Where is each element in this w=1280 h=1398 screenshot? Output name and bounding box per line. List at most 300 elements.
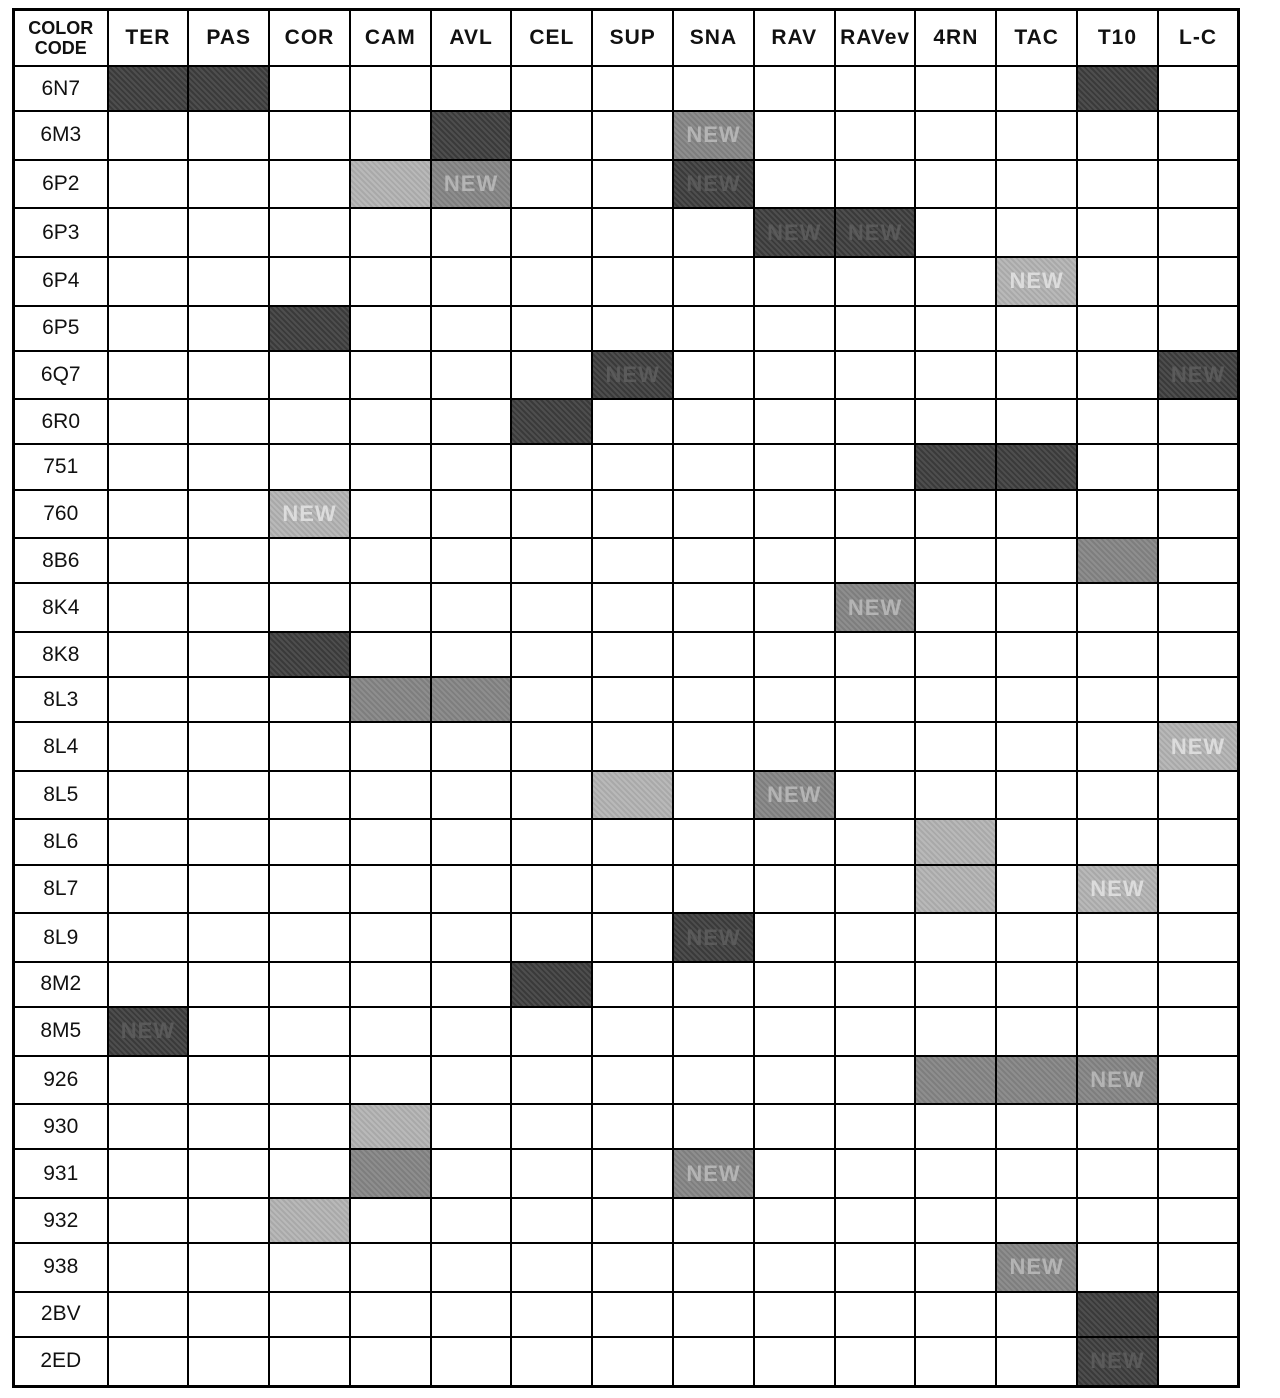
color-code-cell: 930 <box>14 1104 108 1149</box>
shaded-cell: NEW <box>996 257 1077 306</box>
empty-cell <box>188 444 269 489</box>
empty-cell <box>673 1243 754 1292</box>
empty-cell <box>108 632 189 677</box>
empty-cell <box>754 583 835 632</box>
empty-cell <box>754 1243 835 1292</box>
table-row <box>14 1056 1239 1105</box>
empty-cell <box>673 1198 754 1243</box>
empty-cell <box>673 1007 754 1056</box>
empty-cell <box>1158 1149 1239 1198</box>
empty-cell <box>269 257 350 306</box>
empty-cell <box>108 208 189 257</box>
table-row <box>14 819 1239 864</box>
empty-cell <box>835 1007 916 1056</box>
empty-cell <box>754 444 835 489</box>
empty-cell <box>1077 111 1158 160</box>
empty-cell <box>269 1243 350 1292</box>
empty-cell <box>996 913 1077 962</box>
table-row <box>14 962 1239 1007</box>
empty-cell <box>1158 538 1239 583</box>
empty-cell <box>915 490 996 539</box>
shaded-cell: NEW <box>269 490 350 539</box>
table-row <box>14 257 1239 306</box>
empty-cell <box>592 399 673 444</box>
empty-cell <box>431 1198 512 1243</box>
empty-cell <box>1158 1337 1239 1387</box>
empty-cell <box>835 490 916 539</box>
empty-cell <box>1077 771 1158 820</box>
empty-cell <box>996 583 1077 632</box>
shaded-cell: NEW <box>592 351 673 400</box>
empty-cell <box>592 1104 673 1149</box>
empty-cell <box>1158 1104 1239 1149</box>
empty-cell <box>269 583 350 632</box>
empty-cell <box>350 1056 431 1105</box>
empty-cell <box>1158 306 1239 351</box>
empty-cell <box>188 962 269 1007</box>
empty-cell <box>673 208 754 257</box>
empty-cell <box>431 865 512 914</box>
shaded-cell <box>350 1149 431 1198</box>
empty-cell <box>835 1104 916 1149</box>
empty-cell <box>511 538 592 583</box>
empty-cell <box>673 1056 754 1105</box>
table-row <box>14 1007 1239 1056</box>
empty-cell <box>350 865 431 914</box>
table-row <box>14 771 1239 820</box>
empty-cell <box>269 1337 350 1387</box>
empty-cell <box>188 538 269 583</box>
empty-cell <box>350 1243 431 1292</box>
empty-cell <box>592 66 673 111</box>
empty-cell <box>1158 913 1239 962</box>
empty-cell <box>1077 490 1158 539</box>
empty-cell <box>511 1104 592 1149</box>
table-row <box>14 66 1239 111</box>
empty-cell <box>108 444 189 489</box>
empty-cell <box>835 66 916 111</box>
empty-cell <box>350 583 431 632</box>
empty-cell <box>996 538 1077 583</box>
empty-cell <box>1077 583 1158 632</box>
shaded-cell: NEW <box>673 1149 754 1198</box>
empty-cell <box>835 1292 916 1337</box>
empty-cell <box>431 444 512 489</box>
empty-cell <box>188 1056 269 1105</box>
empty-cell <box>108 538 189 583</box>
empty-cell <box>350 538 431 583</box>
empty-cell <box>754 962 835 1007</box>
empty-cell <box>1158 66 1239 111</box>
empty-cell <box>188 257 269 306</box>
empty-cell <box>835 913 916 962</box>
empty-cell <box>754 1198 835 1243</box>
empty-cell <box>511 66 592 111</box>
shaded-cell <box>996 1056 1077 1105</box>
empty-cell <box>996 208 1077 257</box>
empty-cell <box>915 583 996 632</box>
empty-cell <box>754 66 835 111</box>
table-row <box>14 444 1239 489</box>
empty-cell <box>754 490 835 539</box>
shaded-cell <box>188 66 269 111</box>
empty-cell <box>673 538 754 583</box>
empty-cell <box>835 306 916 351</box>
empty-cell <box>188 1243 269 1292</box>
empty-cell <box>511 677 592 722</box>
empty-cell <box>915 771 996 820</box>
empty-cell <box>269 913 350 962</box>
empty-cell <box>350 1198 431 1243</box>
empty-cell <box>754 111 835 160</box>
empty-cell <box>1158 583 1239 632</box>
empty-cell <box>350 257 431 306</box>
empty-cell <box>350 351 431 400</box>
empty-cell <box>592 1056 673 1105</box>
column-header: TAC <box>996 10 1077 67</box>
empty-cell <box>592 490 673 539</box>
empty-cell <box>1077 913 1158 962</box>
empty-cell <box>188 1292 269 1337</box>
shaded-cell: NEW <box>996 1243 1077 1292</box>
empty-cell <box>835 1149 916 1198</box>
color-code-cell: 8L9 <box>14 913 108 962</box>
empty-cell <box>511 1007 592 1056</box>
empty-cell <box>915 160 996 209</box>
shaded-cell <box>1077 1292 1158 1337</box>
empty-cell <box>996 632 1077 677</box>
empty-cell <box>1077 722 1158 771</box>
empty-cell <box>1077 399 1158 444</box>
empty-cell <box>511 583 592 632</box>
column-header: RAVev <box>835 10 916 67</box>
empty-cell <box>350 111 431 160</box>
empty-cell <box>754 1337 835 1387</box>
empty-cell <box>431 632 512 677</box>
shaded-cell <box>915 865 996 914</box>
empty-cell <box>754 632 835 677</box>
empty-cell <box>431 1056 512 1105</box>
shaded-cell: NEW <box>1158 351 1239 400</box>
column-header: 4RN <box>915 10 996 67</box>
empty-cell <box>431 538 512 583</box>
empty-cell <box>108 399 189 444</box>
color-code-cell: 938 <box>14 1243 108 1292</box>
shaded-cell: NEW <box>673 160 754 209</box>
header-row <box>14 10 1239 67</box>
shaded-cell <box>108 66 189 111</box>
empty-cell <box>350 819 431 864</box>
table-row <box>14 538 1239 583</box>
empty-cell <box>996 677 1077 722</box>
empty-cell <box>673 1337 754 1387</box>
empty-cell <box>431 583 512 632</box>
shaded-cell <box>511 962 592 1007</box>
table-header <box>14 10 1239 67</box>
empty-cell <box>673 351 754 400</box>
empty-cell <box>269 1104 350 1149</box>
color-code-cell: 6P2 <box>14 160 108 209</box>
color-code-cell: 6P4 <box>14 257 108 306</box>
empty-cell <box>431 257 512 306</box>
empty-cell <box>431 962 512 1007</box>
empty-cell <box>754 1104 835 1149</box>
empty-cell <box>1158 632 1239 677</box>
empty-cell <box>996 1292 1077 1337</box>
empty-cell <box>915 538 996 583</box>
shaded-cell <box>996 444 1077 489</box>
empty-cell <box>673 490 754 539</box>
empty-cell <box>188 490 269 539</box>
empty-cell <box>188 913 269 962</box>
empty-cell <box>673 677 754 722</box>
empty-cell <box>511 111 592 160</box>
shaded-cell <box>915 1056 996 1105</box>
empty-cell <box>835 160 916 209</box>
empty-cell <box>108 677 189 722</box>
empty-cell <box>673 257 754 306</box>
empty-cell <box>1077 1198 1158 1243</box>
empty-cell <box>996 1104 1077 1149</box>
empty-cell <box>996 1007 1077 1056</box>
empty-cell <box>1158 962 1239 1007</box>
empty-cell <box>108 722 189 771</box>
color-code-cell: 6M3 <box>14 111 108 160</box>
empty-cell <box>188 111 269 160</box>
empty-cell <box>915 1243 996 1292</box>
empty-cell <box>511 1056 592 1105</box>
empty-cell <box>431 1149 512 1198</box>
empty-cell <box>1077 1149 1158 1198</box>
empty-cell <box>269 771 350 820</box>
empty-cell <box>431 306 512 351</box>
empty-cell <box>431 819 512 864</box>
table-body <box>14 66 1239 1387</box>
empty-cell <box>269 351 350 400</box>
empty-cell <box>996 722 1077 771</box>
empty-cell <box>754 1292 835 1337</box>
empty-cell <box>996 399 1077 444</box>
empty-cell <box>1077 444 1158 489</box>
color-code-cell: 2BV <box>14 1292 108 1337</box>
empty-cell <box>835 399 916 444</box>
empty-cell <box>188 583 269 632</box>
empty-cell <box>108 160 189 209</box>
shaded-cell <box>350 677 431 722</box>
empty-cell <box>592 538 673 583</box>
empty-cell <box>754 677 835 722</box>
empty-cell <box>108 351 189 400</box>
empty-cell <box>108 962 189 1007</box>
empty-cell <box>996 819 1077 864</box>
empty-cell <box>188 677 269 722</box>
empty-cell <box>269 111 350 160</box>
column-header: CAM <box>350 10 431 67</box>
empty-cell <box>511 722 592 771</box>
empty-cell <box>1158 677 1239 722</box>
color-code-cell: 8L7 <box>14 865 108 914</box>
empty-cell <box>108 771 189 820</box>
empty-cell <box>431 208 512 257</box>
empty-cell <box>511 819 592 864</box>
empty-cell <box>592 257 673 306</box>
shaded-cell <box>269 306 350 351</box>
shaded-cell <box>1077 538 1158 583</box>
empty-cell <box>431 1104 512 1149</box>
empty-cell <box>754 538 835 583</box>
empty-cell <box>754 1007 835 1056</box>
empty-cell <box>915 962 996 1007</box>
empty-cell <box>350 399 431 444</box>
empty-cell <box>431 351 512 400</box>
empty-cell <box>996 160 1077 209</box>
shaded-cell <box>511 399 592 444</box>
empty-cell <box>350 444 431 489</box>
empty-cell <box>511 771 592 820</box>
table-row <box>14 913 1239 962</box>
column-header: TER <box>108 10 189 67</box>
shaded-cell: NEW <box>835 208 916 257</box>
empty-cell <box>1077 1243 1158 1292</box>
color-code-cell: 8L5 <box>14 771 108 820</box>
empty-cell <box>269 1149 350 1198</box>
empty-cell <box>673 306 754 351</box>
empty-cell <box>996 490 1077 539</box>
empty-cell <box>915 257 996 306</box>
empty-cell <box>350 722 431 771</box>
empty-cell <box>835 351 916 400</box>
empty-cell <box>269 722 350 771</box>
empty-cell <box>431 490 512 539</box>
color-code-cell: 8L4 <box>14 722 108 771</box>
empty-cell <box>1158 1198 1239 1243</box>
shaded-cell: NEW <box>835 583 916 632</box>
empty-cell <box>1158 1243 1239 1292</box>
empty-cell <box>108 913 189 962</box>
column-header: SUP <box>592 10 673 67</box>
empty-cell <box>431 1243 512 1292</box>
empty-cell <box>511 444 592 489</box>
color-code-cell: 6N7 <box>14 66 108 111</box>
empty-cell <box>915 632 996 677</box>
empty-cell <box>269 538 350 583</box>
empty-cell <box>754 722 835 771</box>
empty-cell <box>269 208 350 257</box>
color-code-cell: 8L6 <box>14 819 108 864</box>
empty-cell <box>350 306 431 351</box>
table-row <box>14 632 1239 677</box>
empty-cell <box>835 632 916 677</box>
shaded-cell: NEW <box>754 771 835 820</box>
color-code-cell: 751 <box>14 444 108 489</box>
empty-cell <box>835 865 916 914</box>
empty-cell <box>996 1198 1077 1243</box>
empty-cell <box>673 819 754 864</box>
empty-cell <box>188 399 269 444</box>
empty-cell <box>1077 819 1158 864</box>
empty-cell <box>511 632 592 677</box>
table-row <box>14 1243 1239 1292</box>
empty-cell <box>108 865 189 914</box>
shaded-cell: NEW <box>673 913 754 962</box>
table-row <box>14 1198 1239 1243</box>
empty-cell <box>996 771 1077 820</box>
color-code-cell: 2ED <box>14 1337 108 1387</box>
empty-cell <box>108 490 189 539</box>
empty-cell <box>511 1337 592 1387</box>
empty-cell <box>1158 111 1239 160</box>
empty-cell <box>511 257 592 306</box>
color-code-cell: 6P5 <box>14 306 108 351</box>
empty-cell <box>915 1198 996 1243</box>
empty-cell <box>269 677 350 722</box>
empty-cell <box>188 1007 269 1056</box>
color-code-cell: 8M5 <box>14 1007 108 1056</box>
empty-cell <box>835 771 916 820</box>
empty-cell <box>673 399 754 444</box>
empty-cell <box>673 583 754 632</box>
empty-cell <box>592 913 673 962</box>
color-code-header: COLOR CODE <box>14 10 108 67</box>
color-code-cell: 926 <box>14 1056 108 1105</box>
empty-cell <box>269 66 350 111</box>
empty-cell <box>350 913 431 962</box>
empty-cell <box>592 1198 673 1243</box>
empty-cell <box>108 1243 189 1292</box>
shaded-cell <box>431 677 512 722</box>
empty-cell <box>511 351 592 400</box>
empty-cell <box>1158 1007 1239 1056</box>
column-header: CEL <box>511 10 592 67</box>
empty-cell <box>108 1056 189 1105</box>
empty-cell <box>108 1149 189 1198</box>
empty-cell <box>1158 208 1239 257</box>
color-code-cell: 8M2 <box>14 962 108 1007</box>
color-code-cell: 6P3 <box>14 208 108 257</box>
empty-cell <box>673 962 754 1007</box>
empty-cell <box>592 1149 673 1198</box>
color-code-cell: 760 <box>14 490 108 539</box>
empty-cell <box>1077 1104 1158 1149</box>
empty-cell <box>108 1292 189 1337</box>
empty-cell <box>350 66 431 111</box>
empty-cell <box>108 111 189 160</box>
empty-cell <box>835 257 916 306</box>
empty-cell <box>835 962 916 1007</box>
empty-cell <box>350 1007 431 1056</box>
empty-cell <box>188 1337 269 1387</box>
empty-cell <box>1077 632 1158 677</box>
empty-cell <box>835 1337 916 1387</box>
empty-cell <box>835 1056 916 1105</box>
shaded-cell <box>350 1104 431 1149</box>
shaded-cell: NEW <box>1077 1056 1158 1105</box>
empty-cell <box>269 399 350 444</box>
empty-cell <box>511 1198 592 1243</box>
empty-cell <box>431 722 512 771</box>
color-code-cell: 931 <box>14 1149 108 1198</box>
table-row <box>14 351 1239 400</box>
empty-cell <box>431 1007 512 1056</box>
empty-cell <box>915 111 996 160</box>
empty-cell <box>915 399 996 444</box>
empty-cell <box>915 913 996 962</box>
column-header: COR <box>269 10 350 67</box>
empty-cell <box>592 962 673 1007</box>
empty-cell <box>754 913 835 962</box>
empty-cell <box>754 257 835 306</box>
empty-cell <box>592 208 673 257</box>
